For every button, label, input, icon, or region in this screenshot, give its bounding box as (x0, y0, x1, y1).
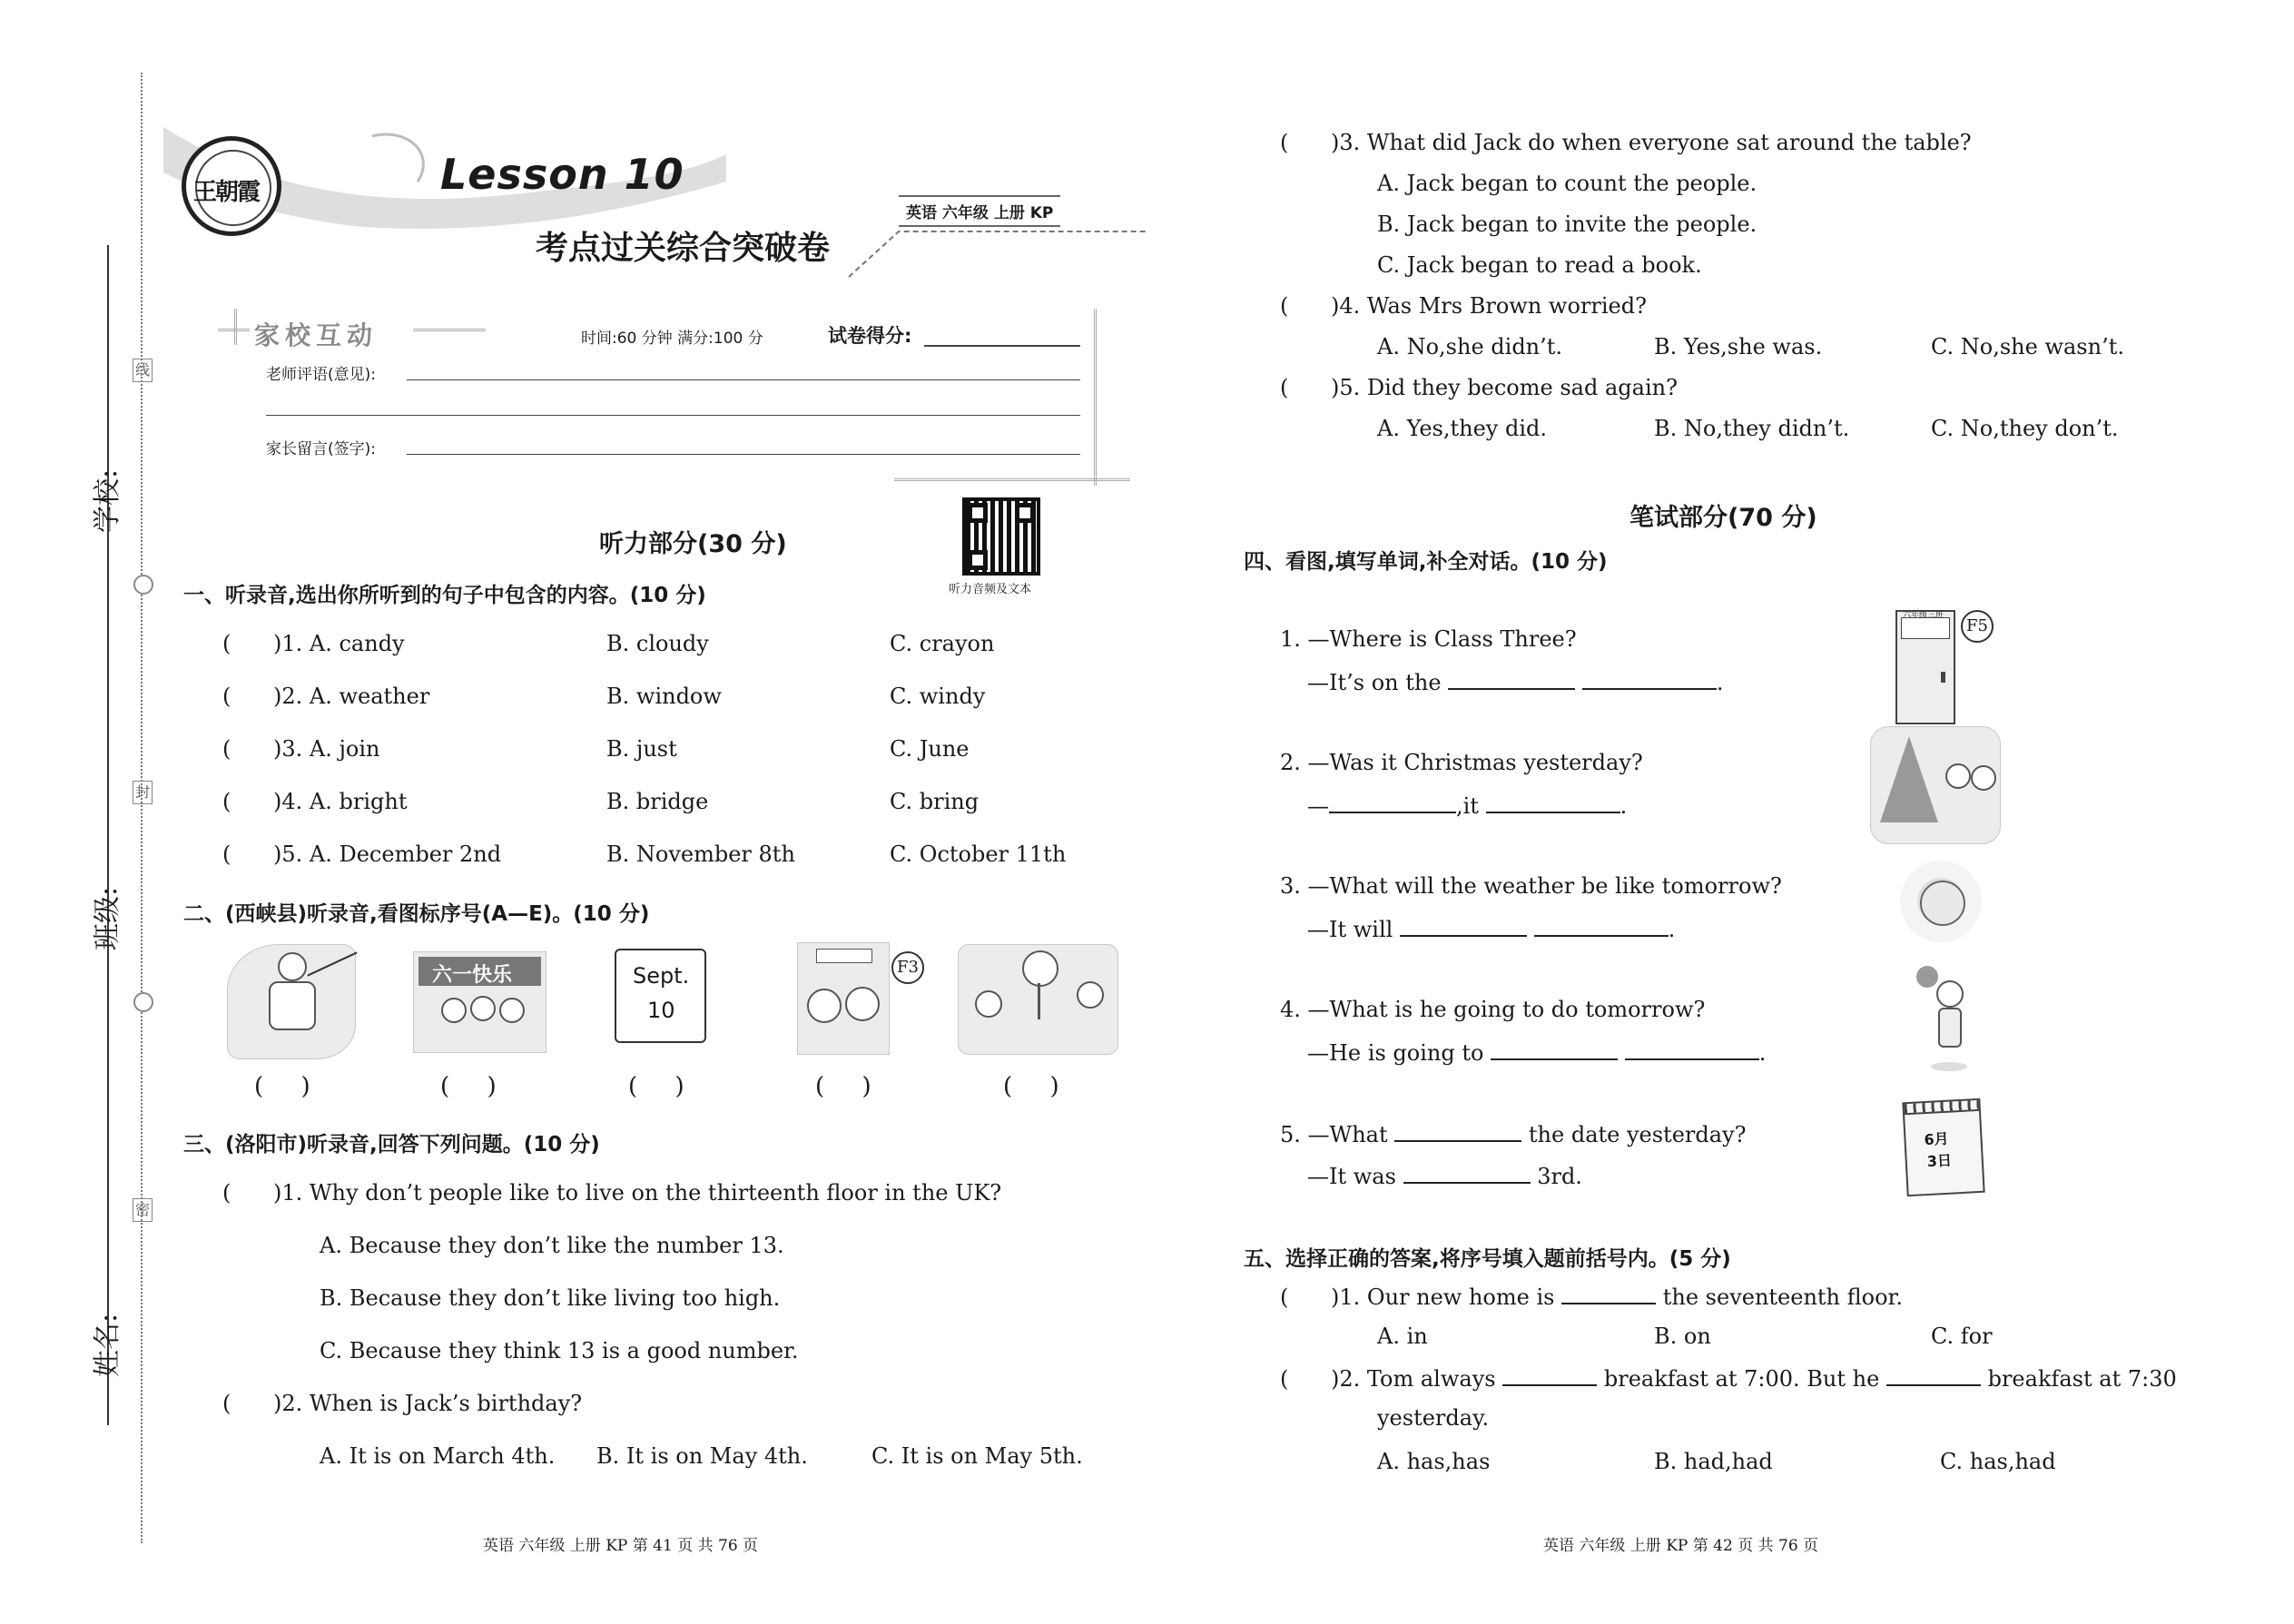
rq4 (1280, 293, 1647, 319)
answer-paren[interactable]: ( (222, 789, 231, 814)
rq5b: B. No,they didn’t. (1654, 416, 1850, 441)
answer-bracket-pic3[interactable]: ( ) (628, 1073, 684, 1100)
sec4-q2b-text: ,it (1456, 793, 1479, 819)
picture-childrens-day (413, 951, 546, 1053)
sec3-q2-text: )2. When is Jack’s birthday? (273, 1391, 583, 1416)
sec1-option-c: C. bring (890, 789, 980, 814)
rq5-text: )5. Did they become sad again? (1331, 375, 1678, 400)
answer-bracket-pic2[interactable]: ( ) (440, 1073, 497, 1100)
rq3b: B. Jack began to invite the people. (1377, 212, 1757, 237)
sec1-row (222, 631, 405, 656)
sec1-option-b: B. bridge (606, 789, 709, 814)
sec1-option-a: )5. A. December 2nd (273, 842, 502, 867)
rq4a: A. No,she didn’t. (1377, 334, 1563, 359)
answer-bracket-pic5[interactable]: ( ) (1003, 1073, 1059, 1100)
score-blank[interactable] (924, 345, 1080, 347)
footer-left: 英语 六年级 上册 KP 第 41 页 共 76 页 (483, 1537, 759, 1555)
teacher-line-2[interactable] (266, 415, 1080, 416)
sec5-q1-pre: )1. Our new home is (1331, 1284, 1555, 1310)
sec4-q4a: 4. —What is he going to do tomorrow? (1280, 997, 1706, 1022)
fill-blank[interactable] (1448, 668, 1575, 690)
sec4-q3a: 3. —What will the weather be like tomorrow? (1280, 873, 1782, 899)
tree (1022, 950, 1058, 987)
sec1-option-a: )3. A. join (273, 736, 380, 762)
sec4-q5b (1307, 1162, 1582, 1189)
classroom-sign (816, 949, 872, 963)
f3-circle (891, 951, 924, 984)
answer-paren[interactable]: ( (1280, 293, 1289, 319)
planter-2 (1077, 981, 1104, 1009)
tree-trunk (1038, 983, 1040, 1019)
sec4-q4b: —He is going to . (1307, 1040, 1767, 1066)
sec1-option-b: B. cloudy (606, 631, 709, 656)
rq3a: A. Jack began to count the people. (1377, 171, 1757, 196)
sec3-q1a: A. Because they don’t like the number 13. (320, 1233, 784, 1258)
fill-blank[interactable] (1491, 1038, 1618, 1060)
box-left-rule (234, 309, 237, 345)
picture-sun (1900, 861, 1982, 942)
rq3 (1280, 130, 1972, 155)
answer-paren[interactable]: ( (222, 736, 231, 762)
score-label: 试卷得分: (828, 325, 912, 347)
sec4-q2a: 2. —Was it Christmas yesterday? (1280, 750, 1643, 775)
sec1-option-c: C. June (890, 736, 970, 762)
fill-blank[interactable] (1886, 1364, 1981, 1386)
ball (1916, 966, 1938, 988)
sec1-option-b: B. just (606, 736, 677, 762)
answer-paren[interactable]: ( (222, 842, 231, 867)
picture-sept-card (615, 949, 706, 1043)
rq5 (1280, 375, 1678, 400)
margin-name-label: 姓名: (92, 1313, 124, 1378)
planter-1 (975, 990, 1002, 1018)
sec4-q5a-post: the date yesterday? (1528, 1122, 1747, 1147)
sec5-q2 (1280, 1364, 2177, 1392)
sec5-q2a: A. has,has (1377, 1449, 1491, 1474)
sec1-option-a: )4. A. bright (273, 789, 408, 814)
sec5-q1a: A. in (1377, 1324, 1428, 1349)
fill-blank[interactable] (1502, 1364, 1597, 1386)
sec4-q3b-text: —It will (1307, 917, 1393, 942)
school-box-title: 家校互动 (254, 320, 379, 350)
banner-text: 六一快乐 (432, 964, 513, 987)
margin-mark-line: 线 (133, 359, 153, 382)
f5-circle (1961, 610, 1994, 643)
box-bottom-rule (894, 478, 1130, 481)
sec3-title: 三、(洛阳市)听录音,回答下列问题。(10 分) (183, 1133, 600, 1156)
margin-class-label: 班级: (92, 886, 124, 951)
sec5-q2-pre: )2. Tom always (1331, 1366, 1496, 1392)
sec5-q2b: B. had,had (1654, 1449, 1773, 1474)
sec3-q1-text: )1. Why don’t people like to live on the thirteenth floor in the UK? (273, 1180, 1002, 1206)
margin-mark-secret: 密 (133, 1198, 153, 1222)
fill-blank[interactable] (1400, 915, 1527, 937)
sec3-q1b: B. Because they don’t like living too high. (320, 1285, 781, 1311)
answer-paren[interactable]: ( (1280, 375, 1289, 400)
sec5-q2-mid: breakfast at 7:00. But he (1603, 1366, 1880, 1392)
fill-blank[interactable] (1534, 915, 1669, 937)
sec3-q2b: B. It is on May 4th. (596, 1443, 808, 1469)
qr-caption: 听力音频及文本 (949, 583, 1032, 596)
margin-school-label: 学校: (92, 468, 124, 534)
player-head (1936, 980, 1964, 1008)
fishing-person-body (269, 981, 316, 1030)
lesson-title: Lesson 10 (440, 150, 684, 199)
sec5-q1 (1280, 1283, 1903, 1310)
sec3-q1c: C. Because they think 13 is a good number. (320, 1338, 799, 1363)
rq4b: B. Yes,she was. (1654, 334, 1823, 359)
sept-line2: 10 (647, 998, 675, 1023)
kid-1 (441, 998, 467, 1023)
sec4-q5a (1280, 1120, 1746, 1147)
qr-finder-tr (1015, 503, 1035, 523)
picture-classroom (797, 942, 890, 1055)
answer-paren[interactable]: ( (222, 684, 231, 709)
grade-badge: 英语 六年级 上册 KP (899, 195, 1060, 227)
sec3-q2 (222, 1391, 582, 1416)
sept-line1: Sept. (633, 963, 690, 989)
sec4-q5b-pre: —It was (1307, 1164, 1396, 1189)
answer-paren[interactable]: ( (1280, 1366, 1289, 1392)
sec1-row (222, 684, 429, 709)
sun-face (1920, 881, 1965, 926)
exam-subtitle: 考点过关综合突破卷 (536, 229, 831, 267)
rq3-text: )3. What did Jack do when everyone sat around the table? (1331, 130, 1972, 155)
sec1-title: 一、听录音,选出你所听到的句子中包含的内容。(10 分) (183, 584, 706, 607)
sec4-q3b: —It will . (1307, 917, 1676, 942)
margin-circle-1 (133, 575, 153, 595)
sec5-q2c: C. has,had (1940, 1449, 2056, 1474)
sec1-row (222, 842, 501, 867)
rq5c: C. No,they don’t. (1931, 416, 2119, 441)
sec5-q2-post: breakfast at 7:30 (1987, 1366, 2177, 1392)
sec4-q1b: —It’s on the . (1307, 670, 1724, 695)
calendar-rings (1904, 1100, 1979, 1115)
fill-blank[interactable] (1625, 1038, 1759, 1060)
sec4-q2b: — ,it . (1307, 793, 1628, 819)
teacher-label: 老师评语(意见): (266, 366, 376, 384)
qr-finder-bl (968, 550, 988, 570)
door-sign (1901, 617, 1950, 639)
kid-right (1971, 765, 1996, 791)
rq3c: C. Jack began to read a book. (1377, 252, 1702, 278)
parent-label: 家长留言(签字): (266, 440, 376, 458)
picture-fishing (227, 944, 356, 1059)
sec1-option-b: B. November 8th (606, 842, 795, 867)
sec1-option-a: )1. A. candy (273, 631, 405, 656)
picture-basketball (1911, 962, 1974, 1076)
kid-left (1945, 763, 1971, 789)
fill-blank[interactable] (1329, 792, 1456, 813)
picture-calendar (1902, 1098, 1984, 1196)
kid-2 (470, 996, 496, 1021)
sec5-q1b: B. on (1654, 1324, 1711, 1349)
teacher-line-1[interactable] (407, 379, 1080, 380)
girl-head (807, 989, 842, 1023)
margin-mark-seal: 封 (133, 781, 153, 804)
answer-bracket-pic4[interactable]: ( ) (815, 1073, 871, 1100)
school-box-dec-line-right (413, 329, 486, 331)
answer-bracket-pic1[interactable]: ( ) (254, 1073, 310, 1100)
sec3-q2a: A. It is on March 4th. (320, 1443, 556, 1469)
fishing-rod (307, 951, 357, 976)
parent-line[interactable] (407, 454, 1080, 455)
picture-christmas (1870, 726, 2001, 844)
sec1-row (222, 789, 407, 814)
sec1-option-a: )2. A. weather (273, 684, 430, 709)
rq4c: C. No,she wasn’t. (1931, 334, 2124, 359)
answer-paren[interactable]: ( (222, 631, 231, 656)
qr-code[interactable] (962, 497, 1040, 576)
fill-blank[interactable] (1582, 668, 1717, 690)
box-vertical-rule (1094, 309, 1097, 486)
boy-head (845, 987, 880, 1021)
sec5-q1c: C. for (1931, 1324, 1993, 1349)
sec5-title: 五、选择正确的答案,将序号填入题前括号内。(5 分) (1244, 1247, 1731, 1271)
sec2-title: 二、(西峡县)听录音,看图标序号(A—E)。(10 分) (183, 902, 650, 926)
door-handle (1941, 672, 1945, 683)
binding-line-inner (107, 245, 109, 1425)
written-title: 笔试部分(70 分) (1629, 504, 1817, 532)
answer-paren[interactable]: ( (222, 1180, 231, 1206)
fill-blank[interactable] (1403, 1162, 1531, 1184)
f5-label: F5 (1966, 616, 1988, 635)
door-label: 六年级三班 (1903, 611, 1944, 620)
fishing-person-head (278, 952, 307, 981)
badge-dash-line (844, 218, 1153, 281)
listening-title: 听力部分(30 分) (599, 530, 787, 558)
fill-blank[interactable] (1561, 1283, 1656, 1304)
qr-finder-tl (968, 503, 988, 523)
sec4-q1b-text: —It’s on the (1307, 670, 1442, 695)
answer-paren[interactable]: ( (1280, 130, 1289, 155)
player-body (1938, 1008, 1962, 1048)
sec3-q2c: C. It is on May 5th. (871, 1443, 1083, 1469)
sec4-q1a: 1. —Where is Class Three? (1280, 626, 1577, 652)
sec1-option-c: C. windy (890, 684, 986, 709)
sec1-row (222, 736, 380, 762)
kid-3 (499, 998, 525, 1023)
logo-badge (182, 136, 281, 236)
footer-right: 英语 六年级 上册 KP 第 42 页 共 76 页 (1543, 1537, 1819, 1555)
fill-blank[interactable] (1486, 792, 1620, 813)
rq5a: A. Yes,they did. (1377, 416, 1548, 441)
sec5-q1-post: the seventeenth floor. (1662, 1284, 1904, 1310)
answer-paren[interactable]: ( (222, 1391, 231, 1416)
sec3-q1 (222, 1180, 1001, 1206)
player-shadow (1931, 1062, 1967, 1071)
f3-label: F3 (897, 958, 919, 977)
calendar-day: 3日 (1926, 1151, 1953, 1170)
sec4-q4b-text: —He is going to (1307, 1040, 1484, 1066)
rq4-text: )4. Was Mrs Brown worried? (1331, 293, 1647, 319)
answer-paren[interactable]: ( (1280, 1284, 1289, 1310)
picture-door (1895, 610, 1955, 724)
margin-circle-2 (133, 992, 153, 1012)
sec5-q2-cont: yesterday. (1377, 1405, 1490, 1431)
binding-dotted-line (141, 73, 143, 1543)
time-score: 时间:60 分钟 满分:100 分 (581, 330, 763, 348)
sec1-option-c: C. crayon (890, 631, 995, 656)
sec4-title: 四、看图,填写单词,补全对话。(10 分) (1244, 550, 1608, 574)
fill-blank[interactable] (1394, 1120, 1521, 1142)
sec4-q5b-post: 3rd. (1537, 1164, 1582, 1189)
christmas-tree (1880, 736, 1938, 822)
sec1-option-c: C. October 11th (890, 842, 1067, 867)
logo-text: 王朝霞 (193, 179, 260, 206)
sec4-q5a-pre: 5. —What (1280, 1122, 1388, 1147)
calendar-month: 6月 (1924, 1129, 1950, 1149)
picture-tree-planting (958, 944, 1118, 1055)
sec1-option-b: B. window (606, 684, 722, 709)
